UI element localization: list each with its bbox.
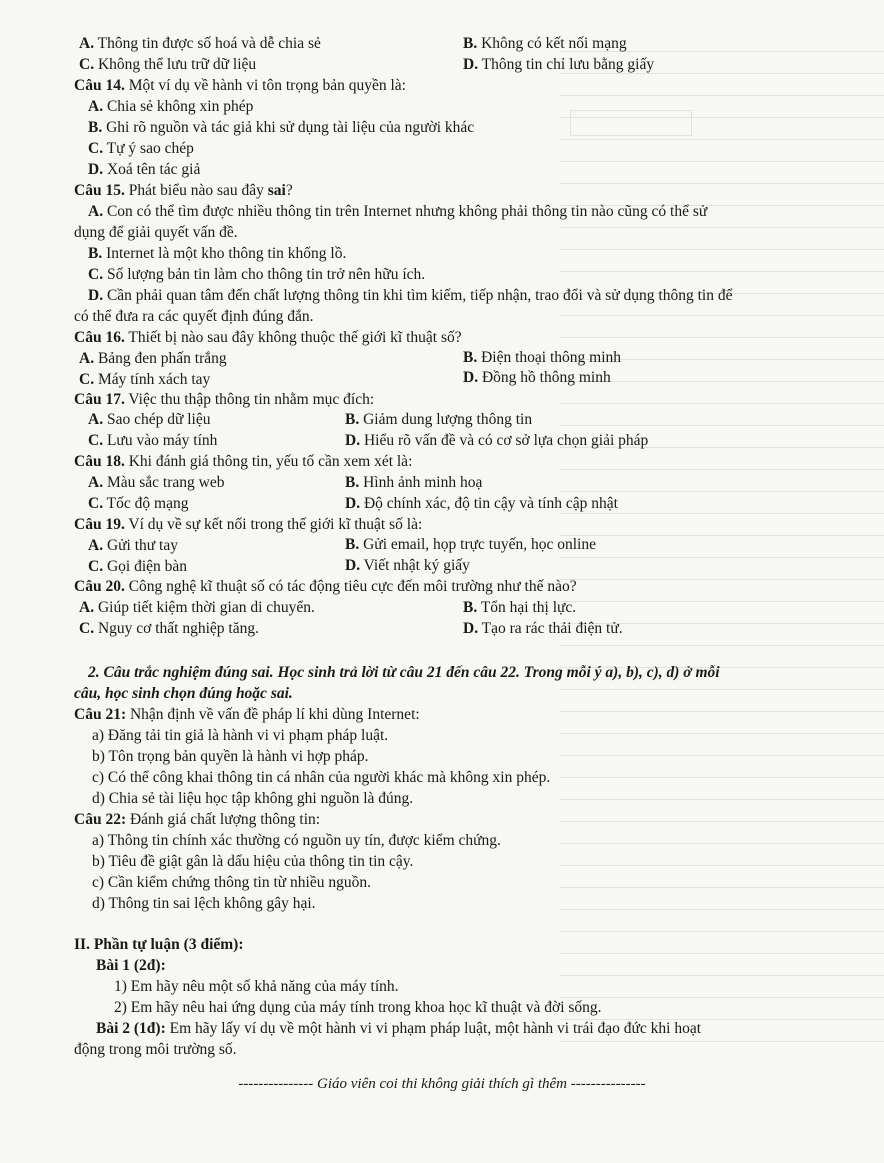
q20-option-b: B. Tổn hại thị lực. [463,599,577,616]
q16-question: Câu 16. Thiết bị nào sau đây không thuộc thế giới kĩ thuật số? [74,329,462,346]
q15-option-a: A. Con có thể tìm được nhiều thông tin trên Internet nhưng không phải thông tin nào cũng có thể sử [88,203,708,220]
section2-heading: 2. Câu trắc nghiệm đúng sai. Học sinh trả lời từ câu 21 đến câu 22. Trong mỗi ý a), b), c), d) ở mỗi [88,664,720,681]
q18-option-b: B. Hình ảnh minh hoạ [345,474,483,491]
q14-option-d: D. Xoá tên tác giả [88,161,201,178]
q13-option-a: A. Thông tin được số hoá và dễ chia sẻ [79,35,321,52]
q15-option-b: B. Internet là một kho thông tin khổng lồ. [88,245,347,262]
q15-option-d: D. Cần phải quan tâm đến chất lượng thông tin khi tìm kiếm, tiếp nhận, trao đổi và sử dụng thông tin để [88,287,733,304]
q21-item-c: c) Có thể công khai thông tin cá nhân của người khác mà không xin phép. [92,769,551,786]
q16-option-d: D. Đồng hồ thông minh [463,369,611,386]
q13-option-d: D. Thông tin chỉ lưu bằng giấy [463,56,655,73]
q19-option-c: C. Gọi điện bàn [88,558,188,575]
q22-item-a: a) Thông tin chính xác thường có nguồn uy tín, được kiểm chứng. [92,832,501,849]
q16-option-a: A. Bảng đen phấn trắng [79,350,227,367]
bai1-title: Bài 1 (2đ): [96,957,166,974]
q13-option-b: B. Không có kết nối mạng [463,35,627,52]
q20-option-d: D. Tạo ra rác thải điện tử. [463,620,623,637]
q20-option-a: A. Giúp tiết kiệm thời gian di chuyển. [79,599,315,616]
q21-item-a: a) Đăng tải tin giả là hành vi vi phạm pháp luật. [92,727,389,744]
q19-option-b: B. Gửi email, họp trực tuyến, học online [345,536,596,553]
bai2-text-cont: động trong môi trường số. [74,1041,237,1058]
q19-question: Câu 19. Ví dụ về sự kết nối trong thế giới kĩ thuật số là: [74,516,423,533]
q14-option-c: C. Tự ý sao chép [88,140,194,157]
q19-option-d: D. Viết nhật ký giấy [345,557,470,574]
q13-option-c: C. Không thể lưu trữ dữ liệu [79,56,257,73]
bai2-text: Bài 2 (1đ): Em hãy lấy ví dụ về một hành vi vi phạm pháp luật, một hành vi trái đạo đức khi hoạt [96,1020,702,1037]
q21-item-b: b) Tôn trọng bản quyền là hành vi hợp pháp. [92,748,369,765]
q17-option-c: C. Lưu vào máy tính [88,432,218,449]
q22-item-b: b) Tiêu đề giật gân là dấu hiệu của thông tin tin cậy. [92,853,414,870]
q14-option-b: B. Ghi rõ nguồn và tác giả khi sử dụng tài liệu của người khác [88,119,475,136]
q20-option-c: C. Nguy cơ thất nghiệp tăng. [79,620,259,637]
q18-option-c: C. Tốc độ mạng [88,495,189,512]
bai1-item-2: 2) Em hãy nêu hai ứng dụng của máy tính trong khoa học kĩ thuật và đời sống. [114,999,602,1016]
q14-option-a: A. Chia sẻ không xin phép [88,98,254,115]
footer-note: --------------- Giáo viên coi thi không giải thích gì thêm --------------- [238,1076,646,1092]
q16-option-c: C. Máy tính xách tay [79,371,211,388]
q17-question: Câu 17. Việc thu thập thông tin nhằm mục đích: [74,391,375,408]
q21-question: Câu 21: Nhận định về vấn đề pháp lí khi dùng Internet: [74,706,420,723]
q19-option-a: A. Gửi thư tay [88,537,178,554]
q14-question: Câu 14. Một ví dụ về hành vi tôn trọng bản quyền là: [74,77,406,94]
part2-title: II. Phần tự luận (3 điểm): [74,936,244,953]
q18-option-d: D. Độ chính xác, độ tin cậy và tính cập nhật [345,495,618,512]
q21-item-d: d) Chia sẻ tài liệu học tập không ghi nguồn là đúng. [92,790,414,807]
q15-option-c: C. Số lượng bản tin làm cho thông tin trở nên hữu ích. [88,266,426,283]
q17-option-a: A. Sao chép dữ liệu [88,411,211,428]
q16-option-b: B. Điện thoại thông minh [463,349,622,366]
q15-option-d-cont: có thể đưa ra các quyết định đúng đắn. [74,308,314,325]
q15-question: Câu 15. Phát biểu nào sau đây sai? [74,182,293,199]
q22-question: Câu 22: Đánh giá chất lượng thông tin: [74,811,321,828]
q17-option-d: D. Hiểu rõ vấn đề và có cơ sở lựa chọn giải pháp [345,432,649,449]
q22-item-d: d) Thông tin sai lệch không gây hại. [92,895,316,912]
bai1-item-1: 1) Em hãy nêu một số khả năng của máy tính. [114,978,399,995]
q18-option-a: A. Màu sắc trang web [88,474,225,491]
q22-item-c: c) Cần kiểm chứng thông tin từ nhiều nguồn. [92,874,371,891]
q20-question: Câu 20. Công nghệ kĩ thuật số có tác động tiêu cực đến môi trường như thế nào? [74,578,577,595]
q15-option-a-cont: dụng để giải quyết vấn đề. [74,224,238,241]
section2-heading-cont: câu, học sinh chọn đúng hoặc sai. [74,685,293,702]
q18-question: Câu 18. Khi đánh giá thông tin, yếu tố cần xem xét là: [74,453,413,470]
q17-option-b: B. Giảm dung lượng thông tin [345,411,533,428]
